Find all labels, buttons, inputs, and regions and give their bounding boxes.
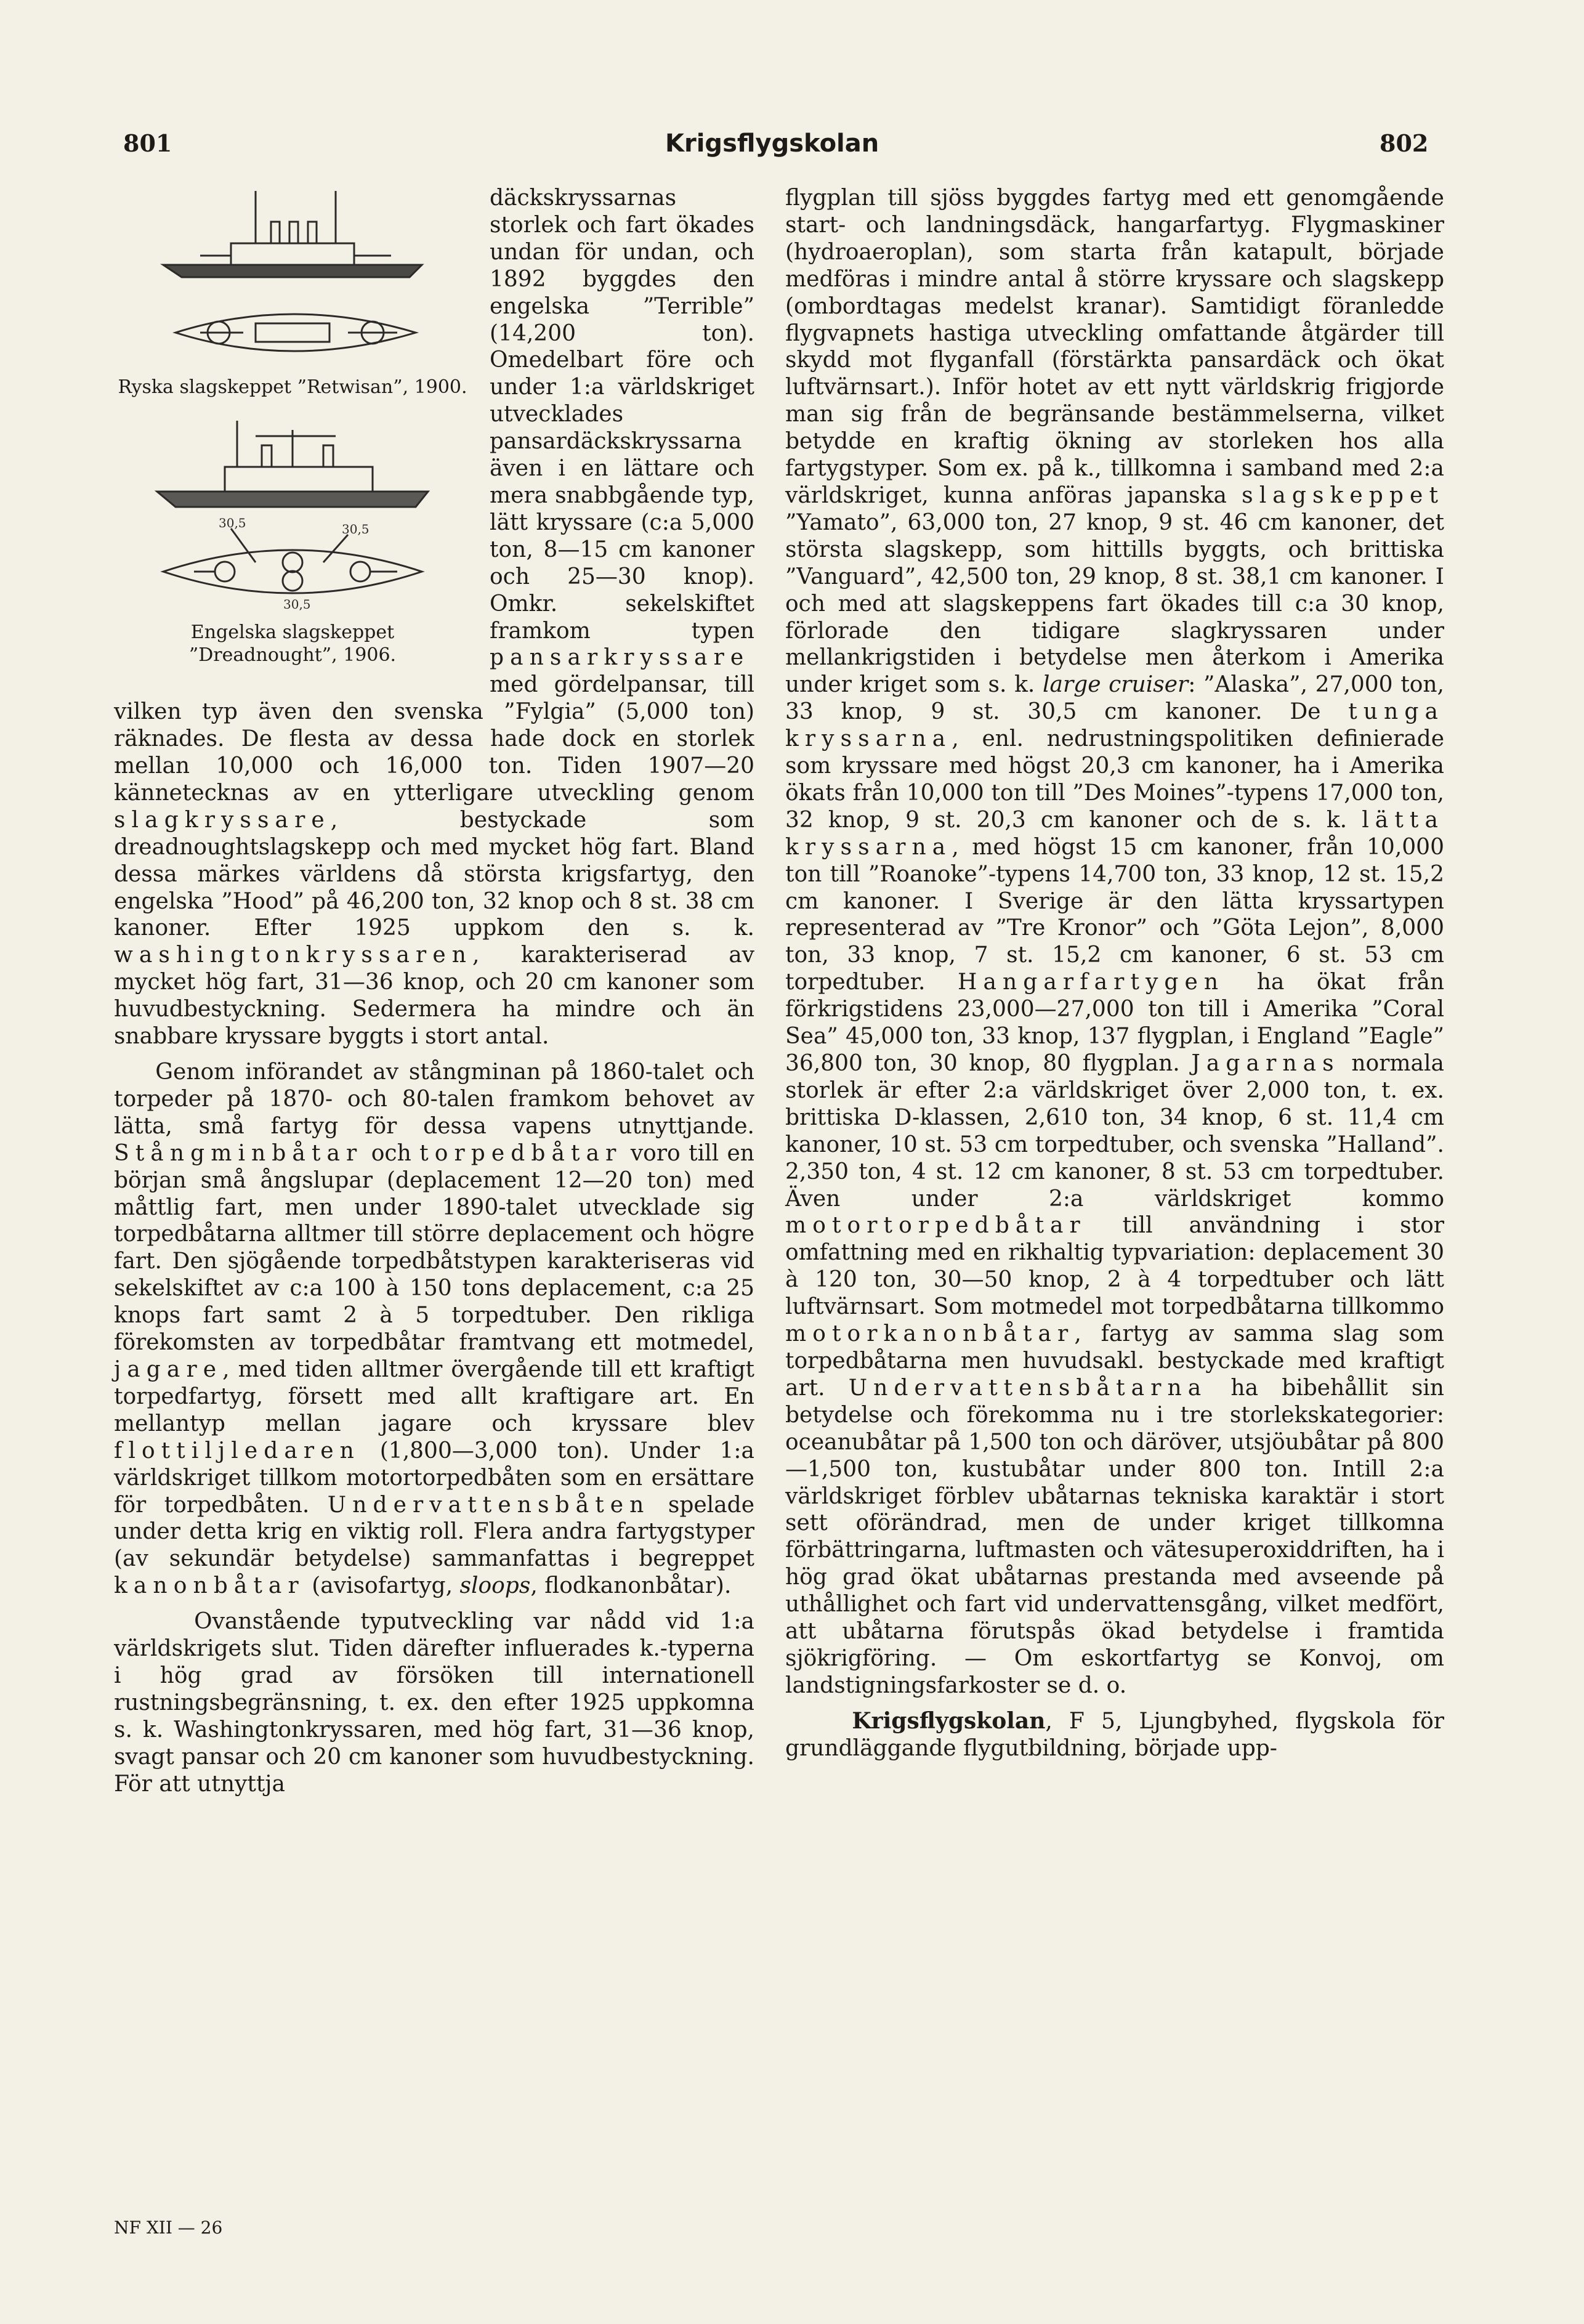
right-column <box>785 185 1444 1771</box>
body-text: voro till en början små ångslupar (deplacement 12—20 ton) med måttlig fart, men under 1890-talet utvecklade sig torpedbåtarna alltmer till större deplacement och högre fart. Den sjögående torpedbåtstypen karakteriseras vid sekelskiftet av c:a 100 à 150 tons deplacement, c:a 25 knops fart samt 2 à 5 torpedtuber. Den rikliga förekomsten av torpedbåtar framtvang ett motmedel, <box>114 1140 754 1356</box>
running-title: Krigsflygskolan <box>665 129 879 158</box>
body-text: flygplan till sjöss byggdes fartyg med ett genomgående start- och landningsdäck, hangarfartyg. Flygmaskiner (hydroaeroplan), som starta från katapult, började medföras i mindre antal å större kryssare och slagskepp (ombordtagas medelst kranar). Samtidigt föranledde flygvapnets hastiga utveckling omfattande åtgärder till skydd mot flyganfall (förstärkta pansardäck och ökat luftvärnsart.). Inför hotet av ett nytt världskrig frigjorde man sig från de begränsande bestämmelserna, vilket betydde en kraftig ökning av storleken hos alla fartygstyper. Som ex. på k., tillkomna i samband med 2:a världskriget, kunna anföras japanska <box>785 185 1444 508</box>
body-text: , med högst 15 cm kanoner, från 10,000 ton till ”Roanoke”-typens 14,700 ton, 33 knop, 12 st. 15,2 cm kanoner. I Sverige är den lätta kryssartypen representerad av ”Tre Kronor” och ”Göta Lejon”, 8,000 ton, 33 knop, 7 st. 15,2 cm kanoner, 6 st. 53 cm torpedtuber. <box>785 834 1444 995</box>
body-text: , F 5, Ljungbyhed, flygskola för grundläggande flygutbildning, började upp- <box>785 1708 1444 1761</box>
page-number-right: 802 <box>1380 129 1429 157</box>
body-text: ha bibehållit sin betydelse och förekomma nu i tre storlekskategorier: oceanubåtar på 1,500 ton och däröver, utsjöubåtar på 800—1,500 ton, kustubåtar under 800 ton. Intill 2:a världskriget förblev ubåtarnas tekniska karaktär i stort sett oförändrad, men de under kriget tillkomna förbättringarna, luftmasten och vätesuperoxiddriften, ha i hög grad ökat ubåtarnas prestanda med avseende på uthållighet och fart vid undervattensgång, vilket medfört, att ubåtarna förutspås ökad betydelse i framtida sjökrigföring. — Om eskortfartyg se Konvoj, om landstigningsfarkoster se d. o. <box>785 1375 1444 1698</box>
body-text: , flodkanonbåtar). <box>530 1573 732 1599</box>
body-text: och <box>363 1140 420 1166</box>
spaced-term: kanonbåtar <box>114 1573 305 1599</box>
body-paragraph <box>785 185 1444 1699</box>
body-text: , med tiden alltmer övergående till ett kraftigt torpedfartyg, försett med allt kraftigare art. En mellantyp mellan jagare och kryssare blev <box>114 1356 754 1436</box>
spaced-term: Undervattensbåten <box>327 1492 650 1518</box>
spaced-term: motorkanonbåtar <box>785 1321 1075 1347</box>
body-text: ha ökat från förkrigstidens 23,000—27,000 ton till i Amerika ”Coral Sea” 45,000 ton, 33 knop, 137 flygplan, i England ”Eagle” 36,800 ton, 30 knop, 80 flygplan. <box>785 970 1444 1076</box>
body-text: , fartyg av samma slag som torpedbåtarna men huvudsakl. bestyckade med kraftigt art. <box>785 1321 1444 1401</box>
figure-caption-dreadnought: Engelska slagskeppet ”Dreadnought”, 1906. <box>188 621 397 666</box>
body-text: med gördelpansar, till vilken typ även den svenska ”Fylgia” (5,000 ton) räknades. De flesta av dessa hade dock en storlek mellan 10,000 och 16,000 ton. Tiden 1907—20 kännetecknas av en ytterligare utveckling genom <box>114 672 754 806</box>
spaced-term: flottiljledaren <box>114 1438 360 1464</box>
body-text: , karakteriserad av mycket hög fart, 31—36 knop, och 20 cm kanoner som huvudbestyckning. Sedermera ha mindre och än snabbare kryssare byggts i stort antal. <box>114 942 754 1050</box>
dreadnought-gun-mark: 30,5 <box>219 515 246 530</box>
body-text: ”Yamato”, 63,000 ton, 27 knop, 9 st. 46 cm kanoner, det största slagskepp, som hittills byggts, och brittiska ”Vanguard”, 42,500 ton, 29 knop, 8 st. 38,1 cm kanoner. I och med att slagskeppens fart ökades till c:a 30 knop, förlorade den tidigare slagkryssaren under mellankrigstiden i betydelse men återkom i Amerika under kriget som s. k. <box>785 509 1444 698</box>
spaced-term: slagkryssare <box>114 807 331 833</box>
spaced-term: tunga kryssarna <box>785 699 1444 752</box>
italic-term: large cruiser <box>1042 672 1189 698</box>
spaced-term: washingtonkryssaren <box>114 942 473 968</box>
signature-footer: NF XII — 26 <box>114 2217 223 2238</box>
body-text: (avisofartyg, <box>304 1573 460 1599</box>
figure-caption-retwisan: Ryska slagskeppet ”Retwisan”, 1900. <box>118 376 467 398</box>
body-paragraph <box>114 1059 754 1600</box>
page-number-left: 801 <box>123 129 172 157</box>
figure-block <box>114 185 471 686</box>
body-text: Genom införandet av stångminan på 1860-talet och torpeder på 1870- och 80-talen framkom behovet av lätta, små fartyg för dessa vapens utnyttjande. <box>114 1059 754 1139</box>
spaced-term: Undervattensbåtarna <box>848 1375 1208 1401</box>
dreadnought-gun-mark: 30,5 <box>283 596 311 612</box>
body-text: , enl. nedrustningspolitiken definierade som kryssare med högst 20,3 cm kanoner, ha i Amerika ökats från 10,000 ton till ”Des Moines”-typens 17,000 ton, 32 knop, 9 st. 20,3 cm kanoner och de s. k. <box>785 726 1444 833</box>
body-text: normala storlek är efter 2:a världskriget över 2,000 ton, t. ex. brittiska D-klassen, 2,610 ton, 34 knop, 6 st. 11,4 cm kanoner, 10 st. 53 cm torpedtuber, och svenska ”Halland”. 2,350 ton, 4 st. 12 cm kanoner, 8 st. 53 cm torpedtuber. Även under 2:a världskriget kommo <box>785 1051 1444 1212</box>
entry-paragraph <box>785 1708 1444 1762</box>
body-text: : ”Alaska”, 27,000 ton, 33 knop, 9 st. 30,5 cm kanoner. De <box>785 672 1444 725</box>
body-text: , bestyckade som dreadnoughtslagskepp och med mycket hög fart. Bland dessa märkes världens då största krigsfartyg, den engelska ”Hood” på 46,200 ton, 32 knop och 8 st. 38 cm kanoner. Efter 1925 uppkom den s. k. <box>114 807 754 941</box>
spaced-term: Stångminbåtar <box>114 1140 363 1166</box>
body-paragraph <box>114 1608 754 1797</box>
body-text: till användning i stor omfattning med en rikhaltig typvariation: deplacement 30 à 120 ton, 30—50 knop, 2 à 4 torpedtuber och lätt luftvärnsart. Som motmedel mot torpedbåtarna tillkommo <box>785 1213 1444 1320</box>
body-text: spelade under detta krig en viktig roll. Flera andra fartygstyper (av sekundär betydelse) sammanfattas i begreppet <box>114 1492 754 1572</box>
italic-term: sloops <box>459 1573 531 1599</box>
body-text: Ovanstående typutveckling var nådd vid 1:a världskrigets slut. Tiden därefter influerades k.-typerna i hög grad av försöken till internationell rustningsbegränsning, t. ex. den efter 1925 uppkomna s. k. Washingtonkryssaren, med hög fart, 31—36 knop, svagt pansar och 20 cm kanoner som huvudbestyckning. För att utnyttja <box>114 1609 754 1797</box>
dreadnought-gun-mark: 30,5 <box>342 521 370 536</box>
left-column <box>114 185 754 1806</box>
spaced-term: jagare <box>114 1356 223 1382</box>
spaced-term: pansarkryssare <box>490 645 750 671</box>
spaced-term: torpedbåtar <box>419 1140 623 1166</box>
spaced-term: motortorpedbåtar <box>785 1213 1086 1239</box>
body-text: däckskryssarnas storlek och fart ökades undan för undan, och 1892 byggdes den engelska ”Terrible” (14,200 ton). Omedelbart före och under 1:a världskriget utvecklades pansardäckskryssarna även i en lättare och mera snabbgående typ, lätt kryssare (c:a 5,000 ton, 8—15 cm kanoner och 25—30 knop). Omkr. sekelskiftet framkom typen <box>490 185 754 644</box>
spaced-term: Jagarnas <box>1191 1051 1340 1076</box>
spaced-term: lätta kryssarna <box>785 807 1444 860</box>
dreadnought-ship-illustration <box>139 418 447 615</box>
spaced-term: slagskeppet <box>1242 482 1444 508</box>
entry-headword: Krigsflygskolan <box>852 1707 1046 1734</box>
spaced-term: Hangarfartygen <box>957 970 1225 995</box>
body-text: (1,800—3,000 ton). Under 1:a världskriget tillkom motortorpedbåten som en ersättare för torpedbåten. <box>114 1438 754 1518</box>
retwisan-ship-illustration <box>139 185 447 370</box>
